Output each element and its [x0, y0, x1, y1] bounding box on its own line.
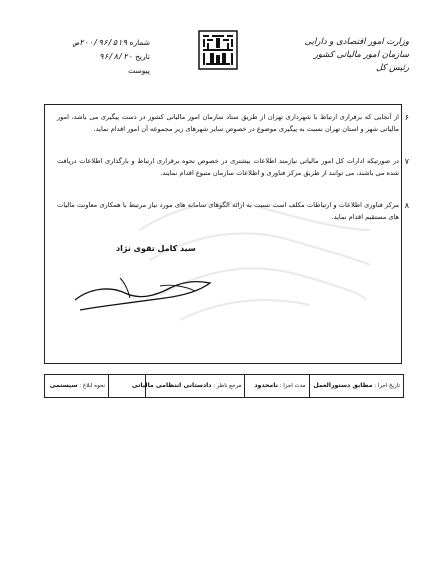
- number-label: شماره: [129, 38, 150, 47]
- cell-label: نحوه ابلاغ :: [79, 383, 106, 389]
- paragraph-text: مرکز فناوری اطلاعات و ارتباطات مکلف است نسبت به ارائه الگوهای سامانه های مورد نیاز مرتبط با همکاری معاونت مالیات های مستقیم اقدام نماید.: [57, 201, 399, 221]
- date-value: ۹۶/۸/۲۰: [98, 52, 133, 61]
- cell-value: سیستمی: [49, 382, 78, 389]
- paragraph-number: ۷: [404, 157, 409, 166]
- attachment-row: [55, 64, 150, 78]
- supervising-authority-cell: [131, 375, 244, 397]
- date-label: تاریخ: [135, 52, 150, 61]
- ministry-header: [269, 36, 409, 75]
- paragraph-number: ۸: [404, 201, 409, 210]
- paragraph-text: در صورتیکه ادارات کل امور مالیاتی نیازمند اطلاعات بیشتری در خصوص نحوه برقراری ارتباط و بارگذاری اطلاعات دریافت شده می باشند، می توانند از طریق مرکز فناوری و اطلاعات سازمان متبوع اقدام نمایند.: [57, 157, 399, 177]
- number-value: ۲۰۰/۹۶/۵۱۹ص: [74, 38, 128, 47]
- national-emblem-icon: [198, 30, 238, 70]
- cell-label: تاریخ اجرا :: [374, 383, 400, 389]
- letter-number-row: [55, 36, 150, 50]
- notification-method-cell: [45, 375, 108, 397]
- footer-info-table: [44, 374, 404, 398]
- execution-period-cell: [244, 375, 308, 397]
- handwritten-signature-icon: [70, 258, 220, 318]
- letter-meta: [55, 36, 150, 78]
- paragraph-6: [57, 112, 409, 135]
- cell-label: مرجع ناظر :: [213, 383, 242, 389]
- signatory-name: سید کامل تقوی نژاد: [116, 244, 196, 253]
- letter-date-row: [55, 50, 150, 64]
- execution-date-cell: [309, 375, 403, 397]
- paragraph-number: ۶: [404, 113, 409, 122]
- cell-value: نامحدود: [254, 382, 278, 389]
- ministry-name: وزارت امور اقتصادی و دارایی: [304, 37, 409, 47]
- attachment-label: پیوست: [128, 66, 150, 75]
- office-title: رئیس کل: [375, 63, 409, 73]
- paragraph-text: از آنجایی که برقراری ارتباط با شهرداری تهران از طریق ستاد سازمان امور مالیاتی کشور در دست پیگیری می باشد، امور مالیاتی شهر و استان تهران نسبت به پیگیری موضوع در خصوص سایر شهرهای زیر مجموعه آن امور اقدام نماید.: [57, 113, 399, 133]
- cell-label: مدت اجرا :: [279, 383, 306, 389]
- cell-value: مطابق دستورالعمل: [313, 382, 373, 389]
- organization-name: سازمان امور مالیاتی کشور: [313, 50, 409, 60]
- cell-value: دادستانی انتظامی مالیاتی: [131, 382, 212, 389]
